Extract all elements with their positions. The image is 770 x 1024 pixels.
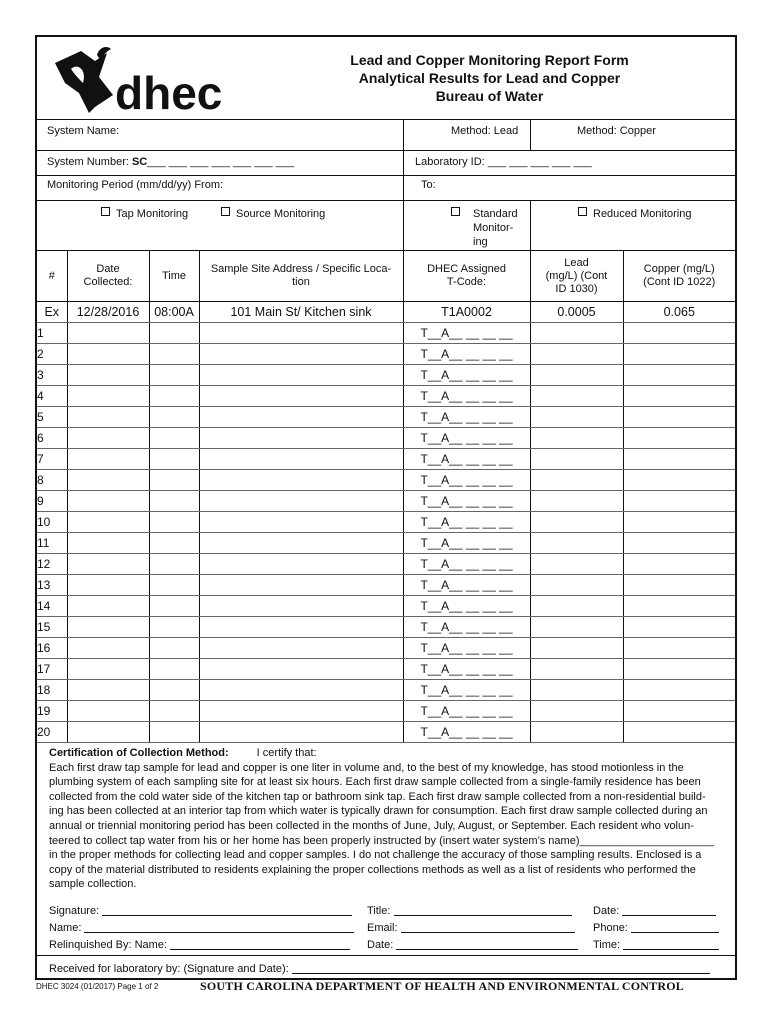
certification-line: copy of the material distributed to residents explaining the proper collections methods as well as a list of residents who performed the <box>49 863 696 876</box>
time-cell[interactable] <box>149 701 199 722</box>
tcode-cell[interactable]: T__A__ __ __ __ <box>403 386 530 407</box>
date-cell[interactable] <box>67 701 149 722</box>
copper-cell[interactable] <box>623 680 735 701</box>
example-copper: 0.065 <box>623 302 735 323</box>
time-cell[interactable] <box>149 554 199 575</box>
col-header-num: # <box>37 251 67 302</box>
site-cell[interactable] <box>199 449 403 470</box>
date-cell[interactable] <box>67 470 149 491</box>
table-row <box>37 407 735 428</box>
tap-monitoring-checkbox[interactable] <box>101 207 110 216</box>
table-row <box>37 344 735 365</box>
lead-cell[interactable] <box>530 575 623 596</box>
copper-cell[interactable] <box>623 617 735 638</box>
site-cell[interactable] <box>199 512 403 533</box>
copper-cell[interactable] <box>623 722 735 743</box>
monitoring-period-from[interactable]: Monitoring Period (mm/dd/yy) From: <box>47 179 224 191</box>
title-line-1: Lead and Copper Monitoring Report Form <box>350 52 629 68</box>
copper-cell[interactable] <box>623 323 735 344</box>
time-cell[interactable] <box>149 344 199 365</box>
date-cell[interactable] <box>67 638 149 659</box>
tap-monitoring-option[interactable]: Tap Monitoring <box>101 207 188 220</box>
date-cell[interactable] <box>67 491 149 512</box>
laboratory-id-field[interactable]: Laboratory ID: ___ ___ ___ ___ ___ <box>415 156 592 168</box>
row-number: 11 <box>37 533 67 554</box>
email-field[interactable]: Email: <box>367 922 575 934</box>
row-number: 17 <box>37 659 67 680</box>
tcode-cell[interactable]: T__A__ __ __ __ <box>403 407 530 428</box>
lead-cell[interactable] <box>530 344 623 365</box>
lead-cell[interactable] <box>530 386 623 407</box>
date-cell[interactable] <box>67 365 149 386</box>
table-row <box>37 365 735 386</box>
table-row <box>37 470 735 491</box>
site-cell[interactable] <box>199 575 403 596</box>
table-row <box>37 491 735 512</box>
relinquished-name-field[interactable]: Relinquished By: Name: <box>49 939 350 951</box>
site-cell[interactable] <box>199 491 403 512</box>
lead-cell[interactable] <box>530 617 623 638</box>
time-cell[interactable] <box>149 512 199 533</box>
certification-line: ing has been collected at an interior tap from which water is typically drawn for consumption. Each first draw sample collected during an <box>49 805 708 818</box>
time-cell[interactable] <box>149 470 199 491</box>
table-row <box>37 575 735 596</box>
table-row <box>37 701 735 722</box>
copper-cell[interactable] <box>623 596 735 617</box>
date-cell[interactable] <box>67 407 149 428</box>
standard-monitoring-checkbox[interactable] <box>451 207 460 216</box>
table-row <box>37 323 735 344</box>
col-header-lead: Lead (mg/L) (Cont ID 1030) <box>530 251 623 302</box>
tcode-cell[interactable]: T__A__ __ __ __ <box>403 638 530 659</box>
time-cell[interactable] <box>149 428 199 449</box>
time-cell[interactable] <box>149 617 199 638</box>
table-row <box>37 449 735 470</box>
certification-heading: Certification of Collection Method: <box>49 747 229 759</box>
date-cell[interactable] <box>67 386 149 407</box>
date-cell[interactable] <box>67 575 149 596</box>
table-row <box>37 722 735 743</box>
source-monitoring-checkbox[interactable] <box>221 207 230 216</box>
site-cell[interactable] <box>199 428 403 449</box>
row-number: 3 <box>37 365 67 386</box>
name-field[interactable]: Name: <box>49 922 354 934</box>
received-field[interactable]: Received for laboratory by: (Signature and Date): <box>49 963 710 975</box>
row-number: 5 <box>37 407 67 428</box>
title-line-2: Analytical Results for Lead and Copper <box>358 70 621 86</box>
lead-cell[interactable] <box>530 365 623 386</box>
system-number-row <box>37 150 735 176</box>
title-field[interactable]: Title: <box>367 905 572 917</box>
site-cell[interactable] <box>199 365 403 386</box>
tcode-cell[interactable]: T__A__ __ __ __ <box>403 491 530 512</box>
col-header-site: Sample Site Address / Specific Loca- tion <box>199 251 403 302</box>
dhec-logo <box>51 43 251 115</box>
copper-cell[interactable] <box>623 449 735 470</box>
tcode-cell[interactable]: T__A__ __ __ __ <box>403 323 530 344</box>
lead-cell[interactable] <box>530 323 623 344</box>
certification-line: in the proper methods for collecting lead and copper samples. I do not challenge the accuracy of those sampling results. Enclosed is a <box>49 849 702 862</box>
tcode-cell[interactable]: T__A__ __ __ __ <box>403 659 530 680</box>
table-row <box>37 617 735 638</box>
site-cell[interactable] <box>199 617 403 638</box>
copper-cell[interactable] <box>623 491 735 512</box>
lead-cell[interactable] <box>530 638 623 659</box>
date-cell[interactable] <box>67 533 149 554</box>
lead-cell[interactable] <box>530 659 623 680</box>
source-monitoring-option[interactable]: Source Monitoring <box>221 207 325 220</box>
title-line-3: Bureau of Water <box>435 88 544 104</box>
monitoring-period-to[interactable]: To: <box>421 179 436 191</box>
tcode-cell[interactable]: T__A__ __ __ __ <box>403 533 530 554</box>
copper-cell[interactable] <box>623 386 735 407</box>
date-cell[interactable] <box>67 428 149 449</box>
copper-cell[interactable] <box>623 512 735 533</box>
tcode-cell[interactable]: T__A__ __ __ __ <box>403 575 530 596</box>
copper-cell[interactable] <box>623 428 735 449</box>
tcode-cell[interactable]: T__A__ __ __ __ <box>403 722 530 743</box>
time-cell[interactable] <box>149 365 199 386</box>
example-row <box>37 302 735 323</box>
results-table <box>37 250 735 743</box>
table-row <box>37 659 735 680</box>
certification-section <box>49 746 729 892</box>
tcode-cell[interactable]: T__A__ __ __ __ <box>403 512 530 533</box>
copper-cell[interactable] <box>623 554 735 575</box>
certification-line: annual or triennial monitoring period has been collected in the months of June, July, August, or September. Each resident who volun- <box>49 819 694 832</box>
svg-text:dhec: dhec <box>115 67 223 115</box>
lead-cell[interactable] <box>530 407 623 428</box>
row-number: 4 <box>37 386 67 407</box>
lead-cell[interactable] <box>530 722 623 743</box>
certification-line: teered to collect tap water from his or her home has been properly instructed by (insert water system’s name)______________________ <box>49 834 715 847</box>
site-cell[interactable] <box>199 533 403 554</box>
col-header-tcode: DHEC Assigned T-Code: <box>403 251 530 302</box>
time-cell[interactable] <box>149 575 199 596</box>
site-cell[interactable] <box>199 680 403 701</box>
time-cell[interactable] <box>149 533 199 554</box>
standard-monitoring-option[interactable] <box>451 207 466 220</box>
site-cell[interactable] <box>199 323 403 344</box>
row-number: 1 <box>37 323 67 344</box>
certification-line: Each first draw tap sample for lead and copper is one liter in volume and, to the best of my knowledge, has stood motionless in the <box>49 761 684 774</box>
row-number: 2 <box>37 344 67 365</box>
lead-cell[interactable] <box>530 449 623 470</box>
col-header-date: Date Collected: <box>67 251 149 302</box>
row-number: 12 <box>37 554 67 575</box>
certification-line: collected from the cold water side of the kitchen tap or bathroom sink tap. Each first draw sample collected from a non-residential build- <box>49 790 706 803</box>
copper-cell[interactable] <box>623 470 735 491</box>
table-row <box>37 680 735 701</box>
example-tcode: T1A0002 <box>403 302 530 323</box>
time-cell[interactable] <box>149 386 199 407</box>
example-num: Ex <box>37 302 67 323</box>
monitoring-type-row <box>37 200 735 250</box>
site-cell[interactable] <box>199 407 403 428</box>
time-cell[interactable] <box>149 659 199 680</box>
phone-field[interactable]: Phone: <box>593 922 719 934</box>
agency-name: SOUTH CAROLINA DEPARTMENT OF HEALTH AND ENVIRONMENTAL CONTROL <box>200 979 684 993</box>
reduced-monitoring-checkbox[interactable] <box>578 207 587 216</box>
standard-monitoring-label: Standard Monitor- ing <box>473 208 518 248</box>
row-number: 8 <box>37 470 67 491</box>
site-cell[interactable] <box>199 722 403 743</box>
row-number: 9 <box>37 491 67 512</box>
row-number: 7 <box>37 449 67 470</box>
received-row <box>37 955 735 981</box>
row-number: 19 <box>37 701 67 722</box>
lead-cell[interactable] <box>530 533 623 554</box>
time-cell[interactable] <box>149 722 199 743</box>
tcode-cell[interactable]: T__A__ __ __ __ <box>403 596 530 617</box>
relinquished-date-field[interactable]: Date: <box>367 939 578 951</box>
time-cell[interactable] <box>149 449 199 470</box>
table-row <box>37 512 735 533</box>
date-cell[interactable] <box>67 344 149 365</box>
reduced-monitoring-option[interactable]: Reduced Monitoring <box>578 207 691 220</box>
site-cell[interactable] <box>199 659 403 680</box>
time-field[interactable]: Time: <box>593 939 719 951</box>
form-id: DHEC 3024 (01/2017) Page 1 of 2 <box>36 982 159 991</box>
col-header-time: Time <box>149 251 199 302</box>
tcode-cell[interactable]: T__A__ __ __ __ <box>403 428 530 449</box>
copper-cell[interactable] <box>623 407 735 428</box>
form-title <box>307 51 672 105</box>
site-cell[interactable] <box>199 554 403 575</box>
time-cell[interactable] <box>149 407 199 428</box>
table-row <box>37 638 735 659</box>
row-number: 13 <box>37 575 67 596</box>
time-cell[interactable] <box>149 491 199 512</box>
date-cell[interactable] <box>67 596 149 617</box>
tcode-cell[interactable]: T__A__ __ __ __ <box>403 617 530 638</box>
example-lead: 0.0005 <box>530 302 623 323</box>
tcode-cell[interactable]: T__A__ __ __ __ <box>403 344 530 365</box>
certification-intro: I certify that: <box>256 747 317 759</box>
site-cell[interactable] <box>199 344 403 365</box>
lead-cell[interactable] <box>530 512 623 533</box>
lead-cell[interactable] <box>530 554 623 575</box>
monitoring-period-row <box>37 175 735 201</box>
system-name-field[interactable]: System Name: <box>47 125 120 137</box>
tcode-cell[interactable]: T__A__ __ __ __ <box>403 449 530 470</box>
table-header-row <box>37 251 735 302</box>
date-cell[interactable] <box>67 323 149 344</box>
site-cell[interactable] <box>199 701 403 722</box>
tcode-cell[interactable]: T__A__ __ __ __ <box>403 680 530 701</box>
system-number-field[interactable]: System Number: SC___ ___ ___ ___ ___ ___ ___ <box>47 156 295 168</box>
table-row <box>37 554 735 575</box>
table-row <box>37 386 735 407</box>
lead-cell[interactable] <box>530 470 623 491</box>
date-cell[interactable] <box>67 512 149 533</box>
tcode-cell[interactable]: T__A__ __ __ __ <box>403 701 530 722</box>
col-header-copper: Copper (mg/L) (Cont ID 1022) <box>623 251 735 302</box>
date-cell[interactable] <box>67 554 149 575</box>
date-cell[interactable] <box>67 680 149 701</box>
lead-cell[interactable] <box>530 596 623 617</box>
site-cell[interactable] <box>199 596 403 617</box>
time-cell[interactable] <box>149 596 199 617</box>
copper-cell[interactable] <box>623 638 735 659</box>
copper-cell[interactable] <box>623 533 735 554</box>
copper-cell[interactable] <box>623 659 735 680</box>
row-number: 10 <box>37 512 67 533</box>
lead-cell[interactable] <box>530 428 623 449</box>
time-cell[interactable] <box>149 680 199 701</box>
certification-line: plumbing system of each sampling site for at least six hours. Each first draw sample collected from a single-family residence has been <box>49 776 701 789</box>
example-date: 12/28/2016 <box>67 302 149 323</box>
date-cell[interactable] <box>67 617 149 638</box>
row-number: 14 <box>37 596 67 617</box>
date-cell[interactable] <box>67 449 149 470</box>
date-cell[interactable] <box>67 659 149 680</box>
row-number: 20 <box>37 722 67 743</box>
tcode-cell[interactable]: T__A__ __ __ __ <box>403 554 530 575</box>
copper-cell[interactable] <box>623 344 735 365</box>
copper-cell[interactable] <box>623 701 735 722</box>
form-frame <box>35 35 737 980</box>
certification-line: sample collection. <box>49 878 137 891</box>
time-cell[interactable] <box>149 323 199 344</box>
copper-cell[interactable] <box>623 365 735 386</box>
date-field[interactable]: Date: <box>593 905 716 917</box>
lead-cell[interactable] <box>530 491 623 512</box>
site-cell[interactable] <box>199 386 403 407</box>
system-name-row <box>37 119 735 151</box>
tcode-cell[interactable]: T__A__ __ __ __ <box>403 470 530 491</box>
signature-field[interactable]: Signature: <box>49 905 352 917</box>
table-row <box>37 428 735 449</box>
table-row <box>37 533 735 554</box>
row-number: 15 <box>37 617 67 638</box>
lead-cell[interactable] <box>530 680 623 701</box>
row-number: 6 <box>37 428 67 449</box>
method-lead-field[interactable]: Method: Lead <box>451 125 519 137</box>
tcode-cell[interactable]: T__A__ __ __ __ <box>403 365 530 386</box>
example-site: 101 Main St/ Kitchen sink <box>199 302 403 323</box>
site-cell[interactable] <box>199 470 403 491</box>
form-header <box>37 37 735 120</box>
row-number: 18 <box>37 680 67 701</box>
table-row <box>37 596 735 617</box>
copper-cell[interactable] <box>623 575 735 596</box>
example-time: 08:00A <box>149 302 199 323</box>
lead-cell[interactable] <box>530 701 623 722</box>
row-number: 16 <box>37 638 67 659</box>
method-copper-field[interactable]: Method: Copper <box>577 125 656 137</box>
site-cell[interactable] <box>199 638 403 659</box>
time-cell[interactable] <box>149 638 199 659</box>
date-cell[interactable] <box>67 722 149 743</box>
